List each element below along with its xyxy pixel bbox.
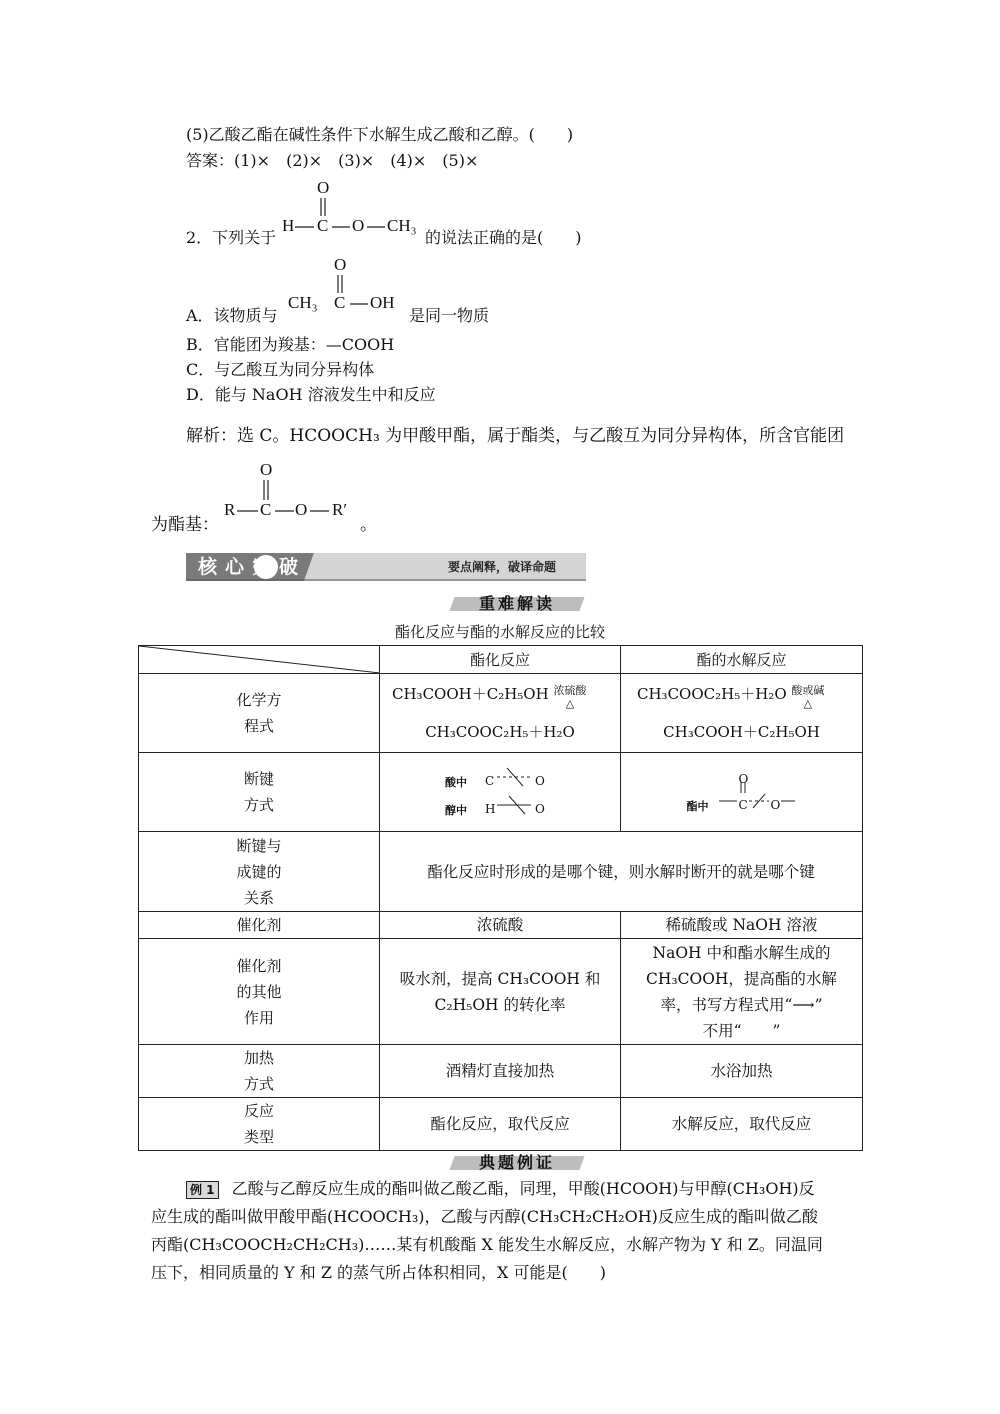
cell-hydrolysis-heating: 水浴加热 xyxy=(621,1045,863,1098)
formula-o: O xyxy=(352,216,365,235)
ester-o: O xyxy=(295,500,308,519)
formula-h: H xyxy=(282,216,295,235)
formula-c: C xyxy=(317,216,329,235)
alcohol-h-atom: H xyxy=(485,802,496,816)
table-header-row xyxy=(139,646,863,674)
ester-group-formula xyxy=(222,460,362,530)
ester-o-top: O xyxy=(260,460,273,479)
cell-hydrolysis-type: 水解反应，取代反应 xyxy=(621,1098,863,1151)
esterification-condition xyxy=(553,684,586,710)
acid-c: C xyxy=(334,293,346,312)
section-heading-text-2: 典题例证 xyxy=(478,1153,555,1172)
hydrolysis-products: CH₃COOH＋C₂H₅OH xyxy=(663,723,820,741)
label-catalyst-role: 催化剂 的其他 作用 xyxy=(139,939,380,1045)
ester-r: R xyxy=(224,500,236,519)
banner-subtitle: 要点阐释，破译命题 xyxy=(448,560,557,574)
alcohol-label: 醇中 xyxy=(445,804,467,817)
example-line-1-text: 乙酸与乙醇反应生成的酯叫做乙酸乙酯，同理，甲酸(HCOOH)与甲醇(CH₃OH)反 xyxy=(231,1179,815,1198)
q2-option-a-prefix: A．该物质与 xyxy=(186,306,278,325)
header-corner-cell xyxy=(139,646,380,674)
cell-esterification-equation xyxy=(380,674,621,753)
section-heading-key-points xyxy=(452,593,582,615)
q2-stem-prefix: 2．下列关于 xyxy=(186,228,277,247)
header-hydrolysis: 酯的水解反应 xyxy=(621,646,863,674)
hydrolysis-condition xyxy=(791,684,824,710)
q2-analysis-end: 。 xyxy=(360,515,377,535)
acid-oh: OH xyxy=(370,293,395,312)
ester-o-atom: O xyxy=(770,798,781,812)
row-equation xyxy=(139,674,863,753)
section-banner xyxy=(186,553,586,581)
cell-esterification-type: 酯化反应，取代反应 xyxy=(380,1098,621,1151)
esterification-products: CH₃COOC₂H₅＋H₂O xyxy=(425,723,575,741)
acid-label: 酸中 xyxy=(445,776,467,789)
row-reaction-type xyxy=(139,1098,863,1151)
cond-heat: △ xyxy=(565,697,575,710)
label-reaction-type: 反应 类型 xyxy=(139,1098,380,1151)
formula-bonds xyxy=(280,178,425,248)
q2-stem-suffix: 的说法正确的是( ) xyxy=(425,228,582,247)
row-catalyst xyxy=(139,912,863,939)
label-equation: 化学方 程式 xyxy=(139,674,380,753)
section-heading-text: 重难解读 xyxy=(478,594,555,613)
cell-esterification-catalyst: 浓硫酸 xyxy=(380,912,621,939)
row-heating xyxy=(139,1045,863,1098)
acid-bonds xyxy=(288,255,413,325)
acid-o-top: O xyxy=(334,255,347,274)
ester-c: C xyxy=(260,500,272,519)
row-bond-break xyxy=(139,753,863,832)
cell-hydrolysis-catalyst: 稀硫酸或 NaOH 溶液 xyxy=(621,912,863,939)
cell-relation: 酯化反应时形成的是哪个键，则水解时断开的就是哪个键 xyxy=(380,832,863,912)
cell-hydrolysis-equation xyxy=(621,674,863,753)
cell-hydrolysis-bond xyxy=(621,753,863,832)
cell-esterification-bond xyxy=(380,753,621,832)
hydrolysis-reactants: CH₃COOC₂H₅＋H₂O xyxy=(637,685,787,703)
row-relation xyxy=(139,832,863,912)
acetic-acid-formula xyxy=(288,255,413,325)
formula-o-top: O xyxy=(317,178,330,197)
label-heating: 加热 方式 xyxy=(139,1045,380,1098)
ester-c-atom: C xyxy=(738,798,748,812)
q1-answer: 答案：(1)× (2)× (3)× (4)× (5)× xyxy=(186,151,479,170)
formula-ch3: CH₃ xyxy=(387,216,417,235)
cond-catalyst: 浓硫酸 xyxy=(553,684,587,697)
acid-ch3: CH₃ xyxy=(288,293,318,312)
acid-c-atom: C xyxy=(485,774,495,788)
q2-option-a-suffix: 是同一物质 xyxy=(409,306,490,325)
q1-item-5: (5)乙酸乙酯在碱性条件下水解生成乙酸和乙醇。( ) xyxy=(186,125,574,144)
cond-catalyst-2: 酸或碱 xyxy=(791,684,825,697)
example-line-3: 丙酯(CH₃COOCH₂CH₂CH₃)……某有机酸酯 X 能发生水解反应，水解产物为 Y 和 Z。同温同 xyxy=(151,1235,823,1254)
example-line-4: 压下，相同质量的 Y 和 Z 的蒸气所占体积相同，X 可能是( ) xyxy=(151,1263,606,1282)
cell-esterification-heating: 酒精灯直接加热 xyxy=(380,1045,621,1098)
esterification-reactants: CH₃COOH＋C₂H₅OH xyxy=(392,685,549,703)
alcohol-o-atom: O xyxy=(535,802,545,816)
label-relation: 断键与 成键的 关系 xyxy=(139,832,380,912)
ester-r-prime: R′ xyxy=(332,500,348,519)
methyl-formate-formula xyxy=(280,178,425,248)
ester-break-marks xyxy=(687,762,797,822)
cond-heat-2: △ xyxy=(803,697,813,710)
q2-option-c: C．与乙酸互为同分异构体 xyxy=(186,360,375,379)
example-line-2: 应生成的酯叫做甲酸甲酯(HCOOCH₃)，乙酸与丙醇(CH₃CH₂CH₂OH)反应生成的酯叫做乙酸 xyxy=(151,1207,818,1226)
bond-break-marks xyxy=(445,762,555,822)
example-tag: 例 1 xyxy=(186,1181,219,1199)
label-bond-break: 断键 方式 xyxy=(139,753,380,832)
comparison-table xyxy=(138,645,863,1151)
table-title: 酯化反应与酯的水解反应的比较 xyxy=(394,623,605,641)
ester-label: 酯中 xyxy=(686,800,709,813)
cell-esterification-role: 吸水剂，提高 CH₃COOH 和 C₂H₅OH 的转化率 xyxy=(380,939,621,1045)
q2-option-b: B．官能团为羧基：—COOH xyxy=(186,335,395,354)
q2-analysis-prefix: 为酯基： xyxy=(151,515,219,535)
header-esterification: 酯化反应 xyxy=(380,646,621,674)
banner-title: 核心突破 xyxy=(198,556,307,578)
cell-hydrolysis-role: NaOH 中和酯水解生成的 CH₃COOH，提高酯的水解 率，书写方程式用“⟶” 不用“ ” xyxy=(621,939,863,1045)
q2-analysis-line1: 解析：选 C。HCOOCH₃ 为甲酸甲酯，属于酯类，与乙酸互为同分异构体，所含官能团 xyxy=(186,426,845,446)
example-line-1 xyxy=(186,1178,815,1200)
diagonal-line xyxy=(139,646,380,673)
ester-o-top-atom: O xyxy=(738,772,749,786)
acid-o-atom: O xyxy=(535,774,545,788)
section-heading-examples xyxy=(452,1152,582,1174)
q2-option-d: D．能与 NaOH 溶液发生中和反应 xyxy=(186,385,436,404)
label-catalyst: 催化剂 xyxy=(139,912,380,939)
row-catalyst-role xyxy=(139,939,863,1045)
